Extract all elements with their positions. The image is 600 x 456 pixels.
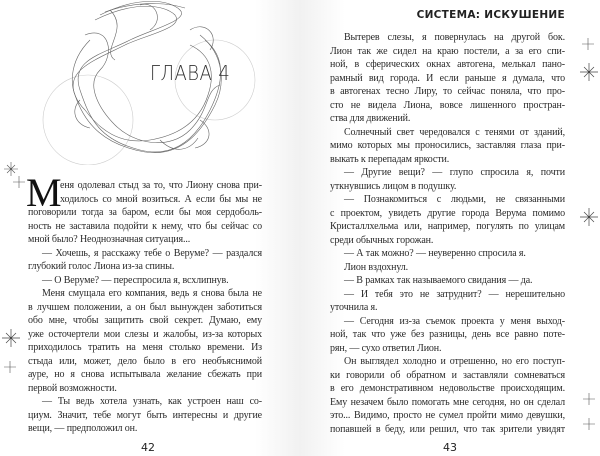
right-page bbox=[300, 0, 600, 456]
text-line: мимо которых мы проносились, заставляя глаза при- bbox=[330, 140, 565, 151]
text-line: вещи, — предположил он. bbox=[28, 423, 138, 434]
text-line: поговорили тогда за баром, если бы моя сердоболь- bbox=[28, 207, 262, 218]
sparkle-icon bbox=[13, 176, 25, 188]
text-line: сто не видела Лиона, вовсе лишенного простран- bbox=[330, 99, 565, 111]
text-line: выкать к перепадам яркости. bbox=[330, 153, 450, 165]
text-line: — Познакомиться с людьми, не связанными bbox=[344, 194, 565, 205]
page-number: 42 bbox=[141, 441, 155, 454]
text-line: обо мне, чтобы защитить свой секрет. Думаю, ему bbox=[28, 315, 262, 326]
text-line: в автогенах тесно Лиру, то сейчас поняла, что про- bbox=[330, 86, 565, 97]
right-text-column bbox=[330, 31, 565, 436]
text-line: ной, так что уже без разницы, день все равно поте- bbox=[330, 329, 565, 340]
text-line: Лион вздохнул. bbox=[344, 261, 409, 273]
sparkle-icon bbox=[580, 208, 598, 226]
text-line: — И тебя это не затруднит? — нерешительно bbox=[344, 288, 565, 300]
text-line: Лион так же сидел на краю постели, а за его спи- bbox=[330, 45, 565, 57]
text-line: — О Веруме? — переспросила я, всхлипнув. bbox=[42, 274, 229, 286]
text-line: циум. Значит, тебе могут быть интересны и другие bbox=[28, 409, 262, 421]
text-line: среди обычных горожан. bbox=[330, 234, 434, 246]
text-line: мной было? Неоднозначная ситуация... bbox=[28, 234, 191, 245]
left-text-column bbox=[26, 170, 262, 436]
text-line: попавшей в беду, или решил, что так зрители увидят bbox=[330, 423, 565, 435]
sparkle-icon bbox=[580, 63, 598, 81]
text-line: Солнечный свет чередовался с тенями от зданий, bbox=[344, 126, 565, 138]
text-line: рамный вид города. И если раньше я думала, что bbox=[330, 72, 565, 84]
text-line: приходилось тратить на меня столько времени. Из bbox=[28, 342, 262, 353]
text-line: стыда или, может, дело было в его необъяснимой bbox=[28, 355, 262, 367]
text-line: уточнила я. bbox=[330, 302, 378, 313]
text-line: ауре, но я снова испытывала желание сбежать при bbox=[28, 369, 262, 380]
text-line: — Ты ведь хотела узнать, как устроен наш со- bbox=[42, 396, 262, 407]
text-line: — А так можно? — неуверенно спросила я. bbox=[344, 248, 526, 259]
text-line: ной, в сферических окнах автогена, мелькал пано- bbox=[330, 59, 565, 70]
text-line: уткнувшись лицом в подушку. bbox=[330, 180, 457, 192]
text-line: — Сегодня из-за съемок проекта у меня выход- bbox=[344, 315, 565, 327]
text-line: ства для движений. bbox=[330, 113, 411, 124]
text-line: — Хочешь, я расскажу тебе о Веруме? — раздался bbox=[42, 247, 262, 259]
text-line: в его демонстративном недовольстве происходящим. bbox=[330, 383, 565, 394]
text-line: Меня смущала его компания, ведь я снова была не bbox=[42, 288, 262, 299]
text-line: Ему незачем было помогать мне сегодня, но он сделал bbox=[330, 396, 565, 408]
drop-cap: М bbox=[26, 170, 62, 215]
text-line: — В рамках так называемого свидания — да. bbox=[344, 275, 533, 286]
text-line: в лучшем положении, а он был вынужден заботиться bbox=[28, 301, 262, 313]
text-line: уже осточертели мои слезы и жалобы, из-за которых bbox=[28, 328, 262, 340]
text-line: глубокий голос Лиона из-за спины. bbox=[28, 261, 175, 272]
text-line: Вытерев слезы, я повернулась на другой бок. bbox=[344, 32, 565, 43]
text-line: с проектом, увидеть другие города Верума помимо bbox=[330, 207, 565, 219]
text-line: ходилось со мной возиться. А если бы мы не bbox=[60, 193, 262, 205]
text-line: Кристаллхельма или, например, погулять по улицам bbox=[330, 221, 565, 232]
text-line: первой возможности. bbox=[28, 382, 117, 394]
text-line: ки говорили об обратном и заставляли сомневаться bbox=[330, 369, 565, 381]
text-line: ность не заставила подойти к нему, что бы сейчас со bbox=[28, 220, 262, 232]
sparkle-icon bbox=[4, 162, 18, 176]
sparkle-icon bbox=[4, 361, 16, 373]
chapter-title: ГЛАВА 4 bbox=[150, 61, 231, 85]
text-line: рян, — сухо ответил Лион. bbox=[330, 342, 442, 354]
text-line: еня одолевал стыд за то, что Лиону снова при- bbox=[60, 180, 262, 191]
sparkle-icon bbox=[582, 38, 594, 50]
chapter-ornament bbox=[40, 0, 260, 165]
page-number: 43 bbox=[443, 441, 457, 454]
text-line: это... Видимо, просто не сумел пройти мимо девушки, bbox=[330, 410, 565, 421]
sparkle-icon bbox=[2, 329, 20, 347]
text-line: Он выглядел холодно и отрешенно, но его поступ- bbox=[344, 356, 565, 367]
text-line: — Другие вещи? — глупо спросила я, почти bbox=[344, 167, 565, 178]
sparkle-icon bbox=[583, 418, 595, 430]
sparkle-icon bbox=[583, 393, 595, 405]
running-header: СИСТЕМА: ИСКУШЕНИЕ bbox=[416, 9, 565, 21]
